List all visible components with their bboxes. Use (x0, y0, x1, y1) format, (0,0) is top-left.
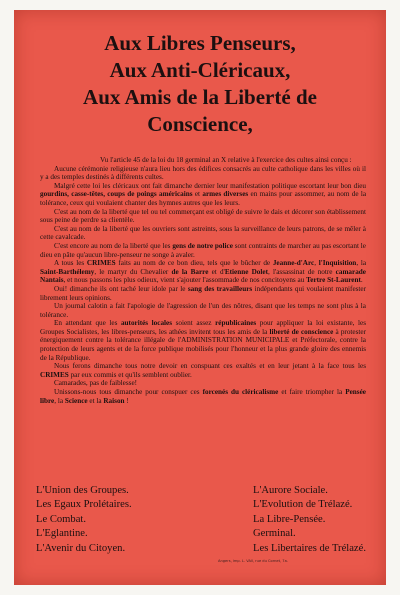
poster (14, 10, 386, 585)
paragraph-duty: Nous ferons dimanche tous notre devoir en conspuant ces exaltés et en leur jetant à la face tous les CRIMES par eux commis et qu'ils semblent oublier. (40, 362, 366, 379)
paragraph-procession: Malgré cette loi les cléricaux ont fait dimanche dernier leur manifestation politique escortant leur bon dieu gourdins, casse-têtes, coups de poings américains et armes diverses en mains pour assommer, au nom de la tolérance, ceux qui voulaient chanter des hymnes autres que les leurs. (40, 181, 367, 207)
paragraph-newspaper: Un journal calotin a fait l'apologie de l'agression de l'un des nôtres, disant que les temps ne sont plus à la tolérance. (40, 302, 366, 319)
paragraph-no-weakness: Camarades, pas de faiblesse! (54, 379, 138, 388)
poster-body (40, 156, 366, 405)
paragraph-call-to-protest: En attendant que les autorités locales soient assez républicaines pour appliquer la loi existante, les Groupes Socialistes, les libres-penseurs, les athées invitent tous les amis de la liberté de conscience à protester énergiquement contre la tolérance illégale de l'ADMINISTRATION MUNICIPALE et Préfectorale, contre la protection de leurs agents et de la force publique mobilisés pour l'honneur et la plus grande gloire des ennemis de la République. (40, 319, 366, 362)
printer-imprint: Angers, imp. L. VAll, rue du Cornet, 7a. (218, 559, 288, 563)
paragraph-merchants: C'est au nom de la liberté que tel ou tel commerçant est obligé de suivre le dais et décorer son établissement sous peine de perdre sa clientèle. (40, 207, 366, 225)
signatory-group: L'Avenir du Citoyen. (36, 542, 126, 554)
signatory-group: Les Libertaires de Trélazé. (253, 542, 366, 554)
paragraph-article-text: Aucune cérémonie religieuse n'aura lieu hors des édifices consacrés au culte catholique dans les villes où il y a des temples destinés à différents cultes. (40, 164, 366, 182)
signatory-group: Germinal. (253, 528, 296, 540)
title-line-1: Aux Libres Penseurs, (104, 31, 296, 55)
signatory-groups (36, 484, 366, 556)
title-line-4: Conscience, (147, 112, 253, 136)
signatory-group: La Libre-Pensée. (253, 513, 326, 525)
signatory-column-left (36, 484, 132, 556)
signatory-group: Le Combat. (36, 513, 87, 525)
signatory-group: Les Egaux Prolétaires. (36, 499, 132, 511)
title-line-2: Aux Anti-Cléricaux, (109, 58, 291, 82)
signatory-group: L'Evolution de Trélazé. (253, 499, 353, 511)
title-line-3: Aux Amis de la Liberté de (83, 85, 317, 109)
signatory-column-right (253, 484, 366, 556)
signatory-group: L'Eglantine. (36, 528, 88, 540)
paragraph-police: C'est encore au nom de la liberté que les gens de notre police sont contraints de marcher au pas escortant le dieu en pâte qu'aucun libre-penseur ne songe à avaler. (40, 241, 366, 259)
signatory-group: L'Aurore Sociale. (253, 485, 328, 496)
paragraph-unite: Unissons-nous tous dimanche pour conspuer ces forcenés du cléricalisme et faire triompher la Pensée libre, la Science et la Raison ! (40, 388, 366, 405)
signatory-group: L'Union des Groupes. (36, 485, 129, 496)
paragraph-law-reference: Vu l'article 45 de la loi du 18 germinal an X relative à l'exercice des cultes ainsi conçu : (100, 156, 352, 164)
poster-title (14, 30, 386, 138)
paragraph-crimes: A tous les CRIMES faits au nom de ce bon dieu, tels que le bûcher de Jeanne-d'Arc, l'Inquisition, la Saint-Barthélemy, le martyr du Chevalier de la Barre et d'Etienne Dolet, l'assassinat de notre camarade Nantais, et nous passons les plus odieux, vient s'ajouter l'assommade de nos concitoyens au Tertre St-Laurent. (40, 259, 367, 285)
paragraph-workers: C'est au nom de la liberté que les ouvriers sont astreints, sous la surveillance de leurs patrons, de se mêler à cette cavalcade. (40, 224, 366, 242)
paragraph-blood: Oui! dimanche ils ont taché leur idole par le sang des travailleurs indépendants qui voulaient manifester librement leurs opinions. (40, 284, 367, 302)
